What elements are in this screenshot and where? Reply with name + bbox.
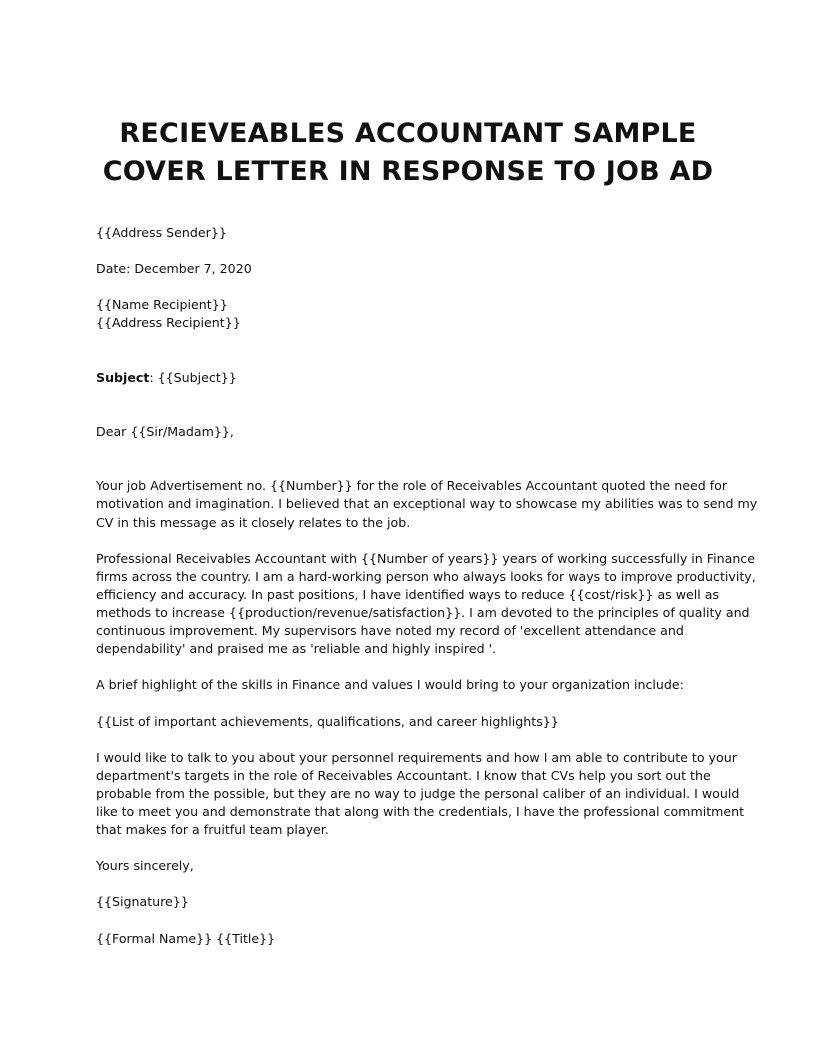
paragraph-2-line: dependability' and praised me as 'reliable and highly inspired '. [96,641,497,657]
paragraph-1-line: Your job Advertisement no. {{Number}} for the role of Receivables Accountant quoted the need for [96,478,728,494]
paragraph-2-line: firms across the country. I am a hard-working person who always looks for ways to improve productivity, [96,568,756,584]
paragraph-2-line: methods to increase {{production/revenue/satisfaction}}. I am devoted to the principles of quality and [96,604,750,620]
paragraph-1 [96,477,758,531]
address-recipient: {{Address Recipient}} [96,315,241,331]
paragraph-3: A brief highlight of the skills in Finance and values I would bring to your organization include: [96,677,684,693]
title-line-1: RECIEVEABLES ACCOUNTANT SAMPLE [119,118,697,149]
paragraph-1-line: CV in this message as it closely relates to the job. [96,514,411,530]
subject-line [96,369,724,387]
formal-name-title: {{Formal Name}} {{Title}} [96,930,276,946]
paragraph-4 [96,749,745,839]
document-title [60,115,756,191]
paragraph-2 [96,550,756,659]
paragraph-2-line: Professional Receivables Accountant with {{Number of years}} years of working successfully in Finance [96,550,755,566]
paragraph-2-line: continuous improvement. My supervisors have noted my record of 'excellent attendance and [96,623,684,639]
highlights-placeholder: {{List of important achievements, qualifications, and career highlights}} [96,713,559,729]
paragraph-4-line: probable from the possible, but they are no way to judge the personal caliber of an individual. I would [96,785,740,801]
paragraph-4-line: I would like to talk to you about your personnel requirements and how I am able to contribute to your [96,749,737,765]
letter-body [96,224,758,948]
salutation: Dear {{Sir/Madam}}, [96,424,234,440]
signature-placeholder: {{Signature}} [96,894,189,910]
letter-date: Date: December 7, 2020 [96,261,252,277]
title-line-2: COVER LETTER IN RESPONSE TO JOB AD [102,156,714,187]
paragraph-4-line: department's targets in the role of Receivables Accountant. I know that CVs help you sort out the [96,767,711,783]
paragraph-1-line: motivation and imagination. I believed that an exceptional way to showcase my abilities was to send my [96,496,758,512]
paragraph-4-line: like to meet you and demonstrate that along with the credentials, I have the professional commitment [96,804,745,819]
subject-label: Subject [96,369,150,385]
closing: Yours sincerely, [96,858,194,874]
paragraph-2-line: efficiency and accuracy. In past positions, I have identified ways to reduce {{cost/risk}} as well as [96,586,720,602]
subject-value: : {{Subject}} [149,369,237,385]
address-sender: {{Address Sender}} [96,225,227,240]
paragraph-4-line: that makes for a fruitful team player. [96,822,329,838]
name-recipient: {{Name Recipient}} [96,297,228,313]
